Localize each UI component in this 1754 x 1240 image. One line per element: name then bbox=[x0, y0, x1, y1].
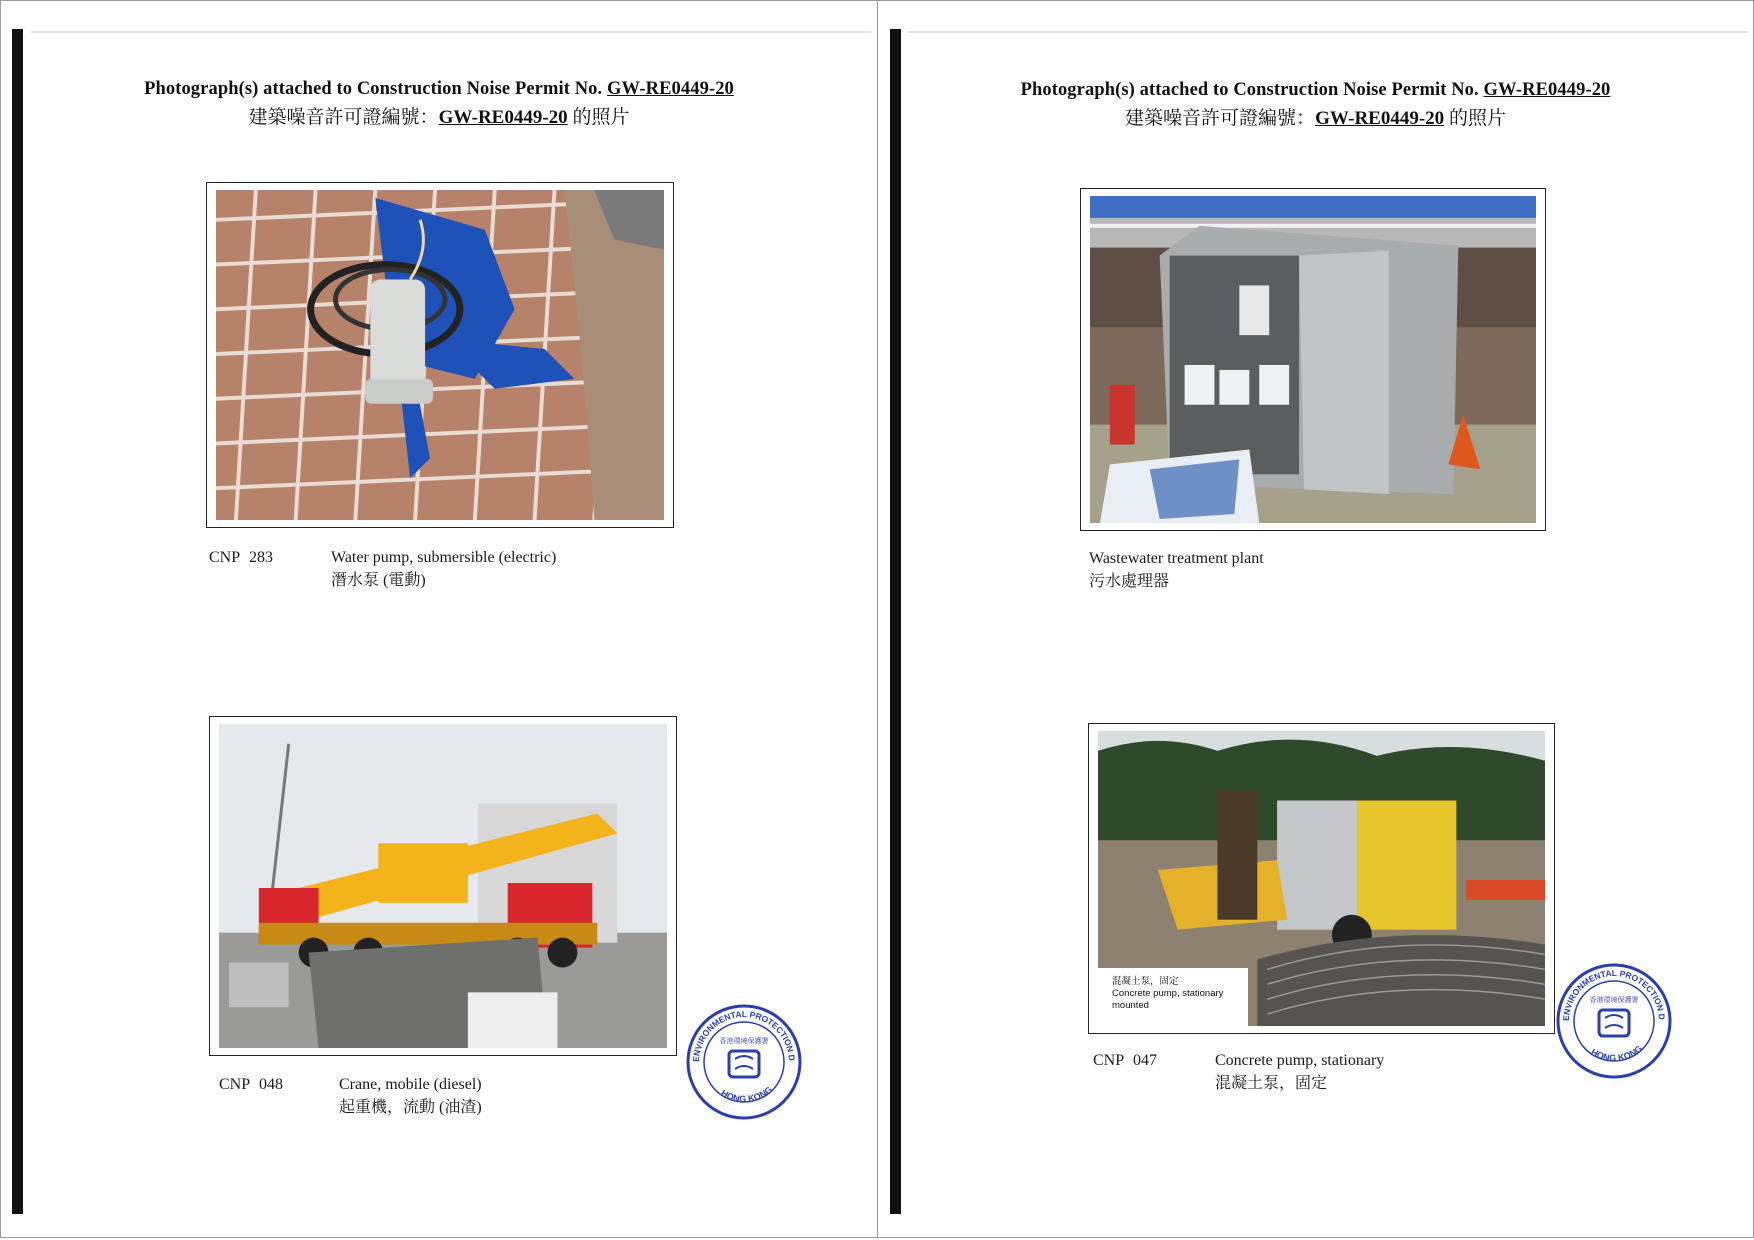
concrete-pump-photo bbox=[1098, 731, 1545, 1026]
document-page-right bbox=[877, 0, 1754, 1238]
caption-water-pump: CNP 283 Water pump, submersible (electric) 潛水泵 (電動) bbox=[209, 549, 557, 589]
permit-number: GW-RE0449-20 bbox=[1483, 80, 1611, 100]
permit-number: GW-RE0449-20 bbox=[606, 79, 734, 99]
svg-text:香港環境保護署: 香港環境保護署 bbox=[1589, 996, 1639, 1004]
mobile-crane-photo bbox=[219, 724, 667, 1048]
photo-frame-water-pump bbox=[206, 182, 674, 528]
submersible-pump-photo bbox=[216, 190, 664, 520]
svg-text:HONG KONG: HONG KONG bbox=[1589, 1043, 1645, 1063]
photo-frame-wastewater-plant bbox=[1080, 188, 1546, 531]
scan-artifact-line bbox=[908, 31, 1748, 33]
page-header bbox=[1, 79, 877, 129]
photo-frame-crane bbox=[209, 716, 677, 1056]
caption-wastewater-plant: Wastewater treatment plant 污水處理器 bbox=[1089, 550, 1264, 590]
caption-concrete-pump: CNP 047 Concrete pump, stationary 混凝土泵，固定 bbox=[1093, 1052, 1385, 1092]
scan-edge-bar bbox=[890, 29, 901, 1214]
epd-seal bbox=[1555, 962, 1673, 1080]
wastewater-plant-photo bbox=[1090, 196, 1536, 523]
permit-number-zh: GW-RE0449-20 bbox=[438, 107, 568, 128]
svg-text:ENVIRONMENTAL PROTECTION DEPAR: ENVIRONMENTAL PROTECTION D bbox=[1560, 967, 1668, 1022]
document-page-left bbox=[0, 0, 878, 1238]
svg-text:香港環境保護署: 香港環境保護署 bbox=[719, 1037, 769, 1045]
scan-artifact-line bbox=[31, 31, 871, 33]
photo-frame-concrete-pump bbox=[1088, 723, 1555, 1034]
header-subtitle-zh: 建築噪音許可證編號：GW-RE0449-20 的照片 bbox=[1125, 108, 1506, 129]
caption-crane: CNP 048 Crane, mobile (diesel) 起重機，流動 (油渣) bbox=[219, 1076, 482, 1116]
epd-seal bbox=[685, 1003, 803, 1121]
permit-number-zh: GW-RE0449-20 bbox=[1315, 108, 1445, 129]
header-title: Photograph(s) attached to Construction Noise Permit No. GW-RE0449-20 bbox=[144, 79, 734, 99]
photo-inset-label: 混凝土泵，固定 Concrete pump, stationary mounted bbox=[1098, 968, 1248, 1026]
svg-text:ENVIRONMENTAL PROTECTION DEPAR: ENVIRONMENTAL PROTECTION D bbox=[690, 1008, 798, 1063]
svg-text:HONG KONG: HONG KONG bbox=[719, 1084, 775, 1104]
page-header bbox=[878, 80, 1753, 130]
header-title: Photograph(s) attached to Construction Noise Permit No. GW-RE0449-20 bbox=[1020, 80, 1611, 100]
header-subtitle-zh: 建築噪音許可證編號：GW-RE0449-20 的照片 bbox=[248, 107, 630, 128]
scan-edge-bar bbox=[12, 29, 23, 1214]
